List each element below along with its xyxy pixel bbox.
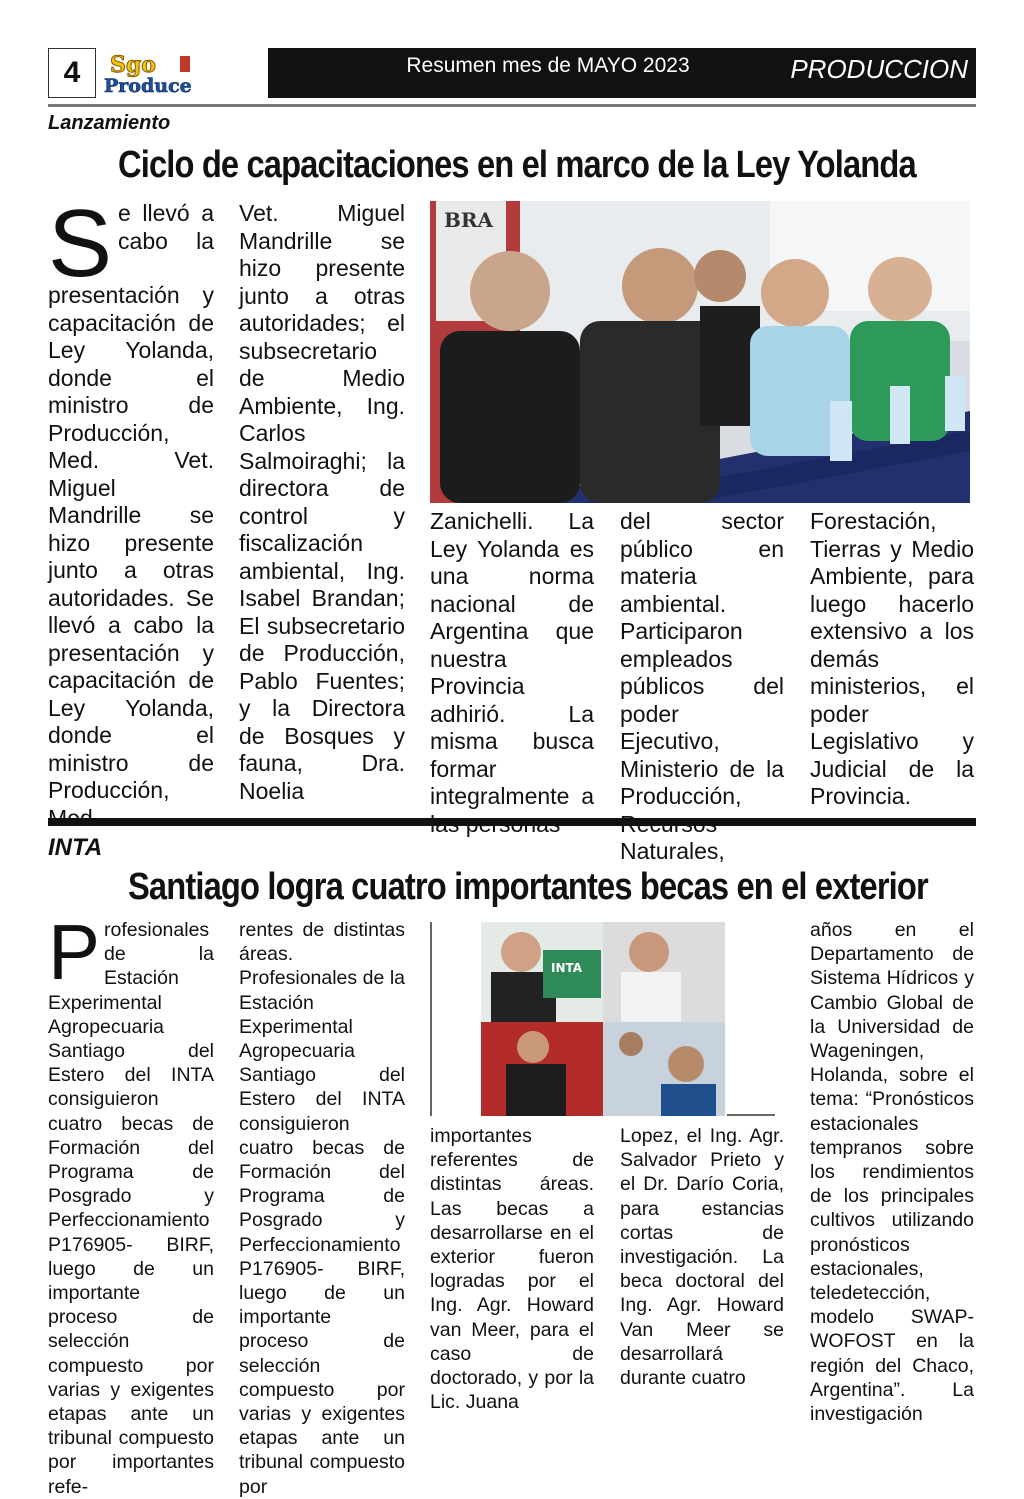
article2-column-3: importantes referentes de distintas áreas. Las becas a desarrollarse en el exterior fueron logradas por el Ing. Agr. Howard van Meer, para el caso de doctorado, y por la Lic. Juana xyxy=(430,1125,594,1414)
photo-frame-line-bottom xyxy=(727,1114,775,1116)
article2-dropcap: P xyxy=(48,908,101,996)
scholarship-recipients-photo xyxy=(481,922,725,1116)
article2-title: Santiago logra cuatro importantes becas en el exterior xyxy=(128,866,928,908)
logo-bottom-text: Produce xyxy=(104,75,192,96)
article1-kicker: Lanzamiento xyxy=(48,112,171,134)
article2-photo-collage xyxy=(481,922,725,1116)
article1-photo xyxy=(430,201,970,503)
article1-column-3: Zanichelli. La Ley Yolanda es una norma nacional de Argentina que nuestra Provincia adhirió. La misma busca formar integralmente a xyxy=(430,508,594,809)
article2-kicker: INTA xyxy=(48,834,103,861)
article1-title: Ciclo de capacitaciones en el marco de la Ley Yolanda xyxy=(118,144,916,186)
article1-col1-text: e llevó a cabo la presentación y capacitación de Ley Yolanda, donde el ministro de Producción, Med. Vet. Miguel Mandrille se hizo presente junto a otras autoridades. Se llevó a cabo la presentación y capacitación de Ley Yolanda, donde el ministro de Producción, xyxy=(48,200,214,803)
officials-at-table-photo xyxy=(430,201,970,503)
sgo-produce-logo xyxy=(100,50,260,96)
article1-column-1 xyxy=(48,190,214,832)
page-number: 4 xyxy=(48,48,96,98)
article2-column-1 xyxy=(48,908,214,1499)
issue-month: Resumen mes de MAYO 2023 xyxy=(406,54,690,77)
logo-flag-icon xyxy=(180,56,190,72)
page-header xyxy=(48,48,976,98)
photo-frame-line xyxy=(430,922,432,1116)
section-title: PRODUCCION xyxy=(790,54,968,84)
article1-column-2: Vet. Miguel Mandrille se hizo presente junto a otras autoridades; el subsecretario de Medio Ambiente, Ing. Carlos Salmoiraghi; la directora de control y fiscalización ambiental, Ing. Isabel Brandan; El subsecretario de Producción, Pablo Fuentes; y la Directora de Bosques y fauna, Dra. Noelia xyxy=(239,200,405,804)
article1-column-5: Forestación, Tierras y Medio Ambiente, para luego hacerlo extensivo a los demás ministerios, el poder Legislativo y Judicial de la Provincia. xyxy=(810,508,974,809)
logo-top-text: Sgo xyxy=(110,52,156,78)
photo-sign-text: BRA xyxy=(444,208,494,232)
article2-column-4: Lopez, el Ing. Agr. Salvador Prieto y el Dr. Darío Coria, para estancias cortas de investigación. La beca doctoral del Ing. Agr. Howard Van Meer se desarrollará durante cuatro xyxy=(620,1125,784,1390)
article2-column-5: años en el Departamento de Sistema Hídricos y Cambio Global de la Universidad de Wageningen, Holanda, sobre el tema: “Pronósticos estacionales tempranos sobre los rendimientos de los principales cultivos utilizando pronósticos estacionales, teledetección, modelo SWAP-WOFOST en la región del Chaco, Argentina”. La investigación xyxy=(810,919,974,1426)
article2-col1-text: rofesionales de la Estación Experimental Agropecuaria Santiago del Estero del INTA consiguieron cuatro becas de Formación del Programa de Posgrado y Perfeccionamiento P176905- BIRF, luego de un importante proceso de selección compuesto por varias y exigentes etapas ante un tribunal compuesto por importantes refe- xyxy=(48,919,214,1498)
article2-column-2: rentes de distintas áreas. Profesionales de la Estación Experimental Agropecuaria Santiago del Estero del INTA consiguieron cuatro becas de Formación del Programa de Posgrado y Perfeccionamiento P176905- BIRF, luego de un importante proceso de selección compuesto por varias y exigentes etapas ante un tribunal compuesto por xyxy=(239,919,405,1498)
inta-sign-text: INTA xyxy=(551,961,583,975)
header-bar xyxy=(268,48,976,98)
article1-dropcap: S xyxy=(48,190,113,297)
article1-column-4: del sector público en materia ambiental. Participaron empleados públicos del poder Ejecutivo, Ministerio de la Producción, Naturales, xyxy=(620,508,784,864)
section-divider xyxy=(48,818,976,826)
header-rule xyxy=(48,104,976,107)
